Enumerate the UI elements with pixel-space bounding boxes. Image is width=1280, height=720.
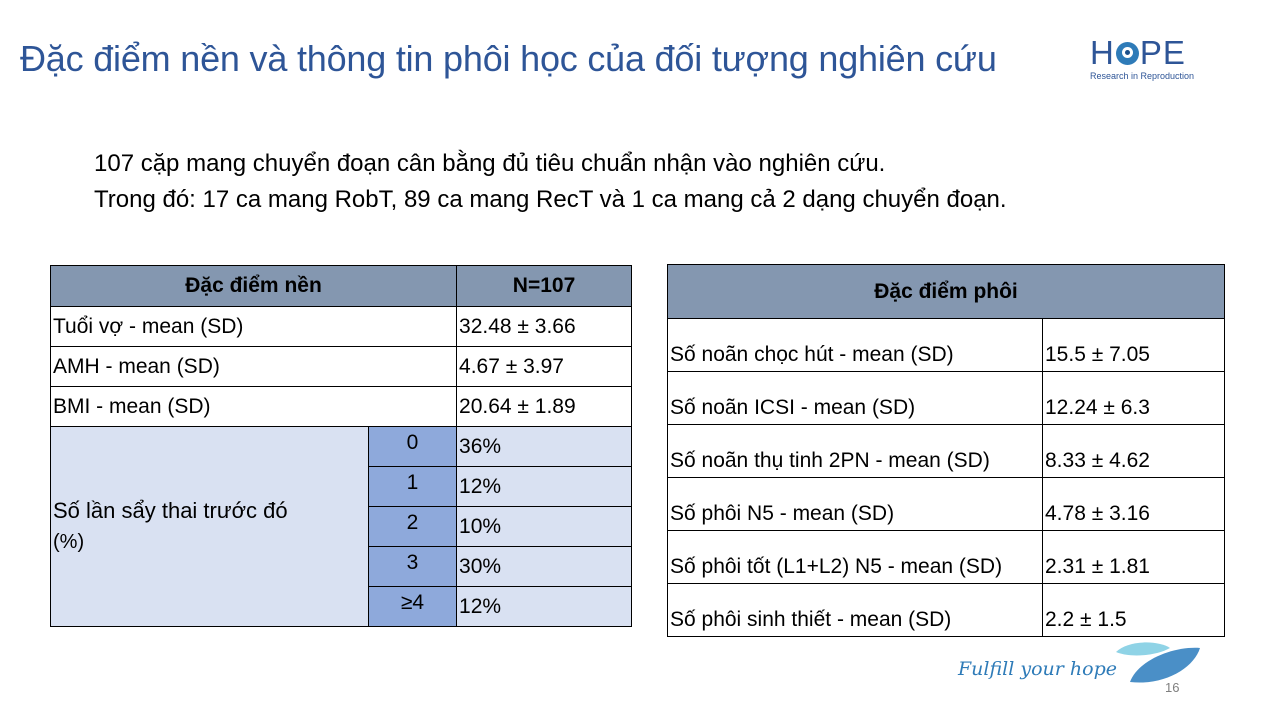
table-row — [668, 372, 1225, 425]
miscarriage-percent: 12% — [457, 587, 632, 627]
table-row — [668, 531, 1225, 584]
row-label-2pn-oocytes: Số noãn thụ tinh 2PN - mean (SD) — [668, 425, 1043, 478]
row-label-bmi: BMI - mean (SD) — [51, 387, 457, 427]
page-number: 16 — [1165, 680, 1180, 695]
row-label-wife-age: Tuổi vợ - mean (SD) — [51, 307, 457, 347]
miscarriage-unit: (%) — [53, 531, 85, 553]
slide-title: Đặc điểm nền và thông tin phôi học của đối tượng nghiên cứu — [20, 38, 997, 79]
logo-tagline: Research in Reproduction — [1090, 71, 1195, 81]
column-header-embryo: Đặc điểm phôi — [668, 265, 1225, 319]
column-header-n: N=107 — [457, 266, 632, 307]
miscarriage-category: 1 — [369, 467, 457, 507]
logo-letters-pe: PE — [1139, 34, 1186, 71]
row-label-icsi-oocytes: Số noãn ICSI - mean (SD) — [668, 372, 1043, 425]
row-value-oocytes-retrieved: 15.5 ± 7.05 — [1043, 319, 1225, 372]
embryo-characteristics-table — [667, 264, 1225, 637]
column-header-characteristic: Đặc điểm nền — [51, 266, 457, 307]
miscarriage-percent: 30% — [457, 547, 632, 587]
table-row — [51, 347, 632, 387]
row-label-oocytes-retrieved: Số noãn chọc hút - mean (SD) — [668, 319, 1043, 372]
table-row — [51, 387, 632, 427]
miscarriage-category: 2 — [369, 507, 457, 547]
miscarriage-percent: 12% — [457, 467, 632, 507]
hope-logo — [1088, 36, 1208, 86]
row-value-good-embryos: 2.31 ± 1.81 — [1043, 531, 1225, 584]
row-label-amh: AMH - mean (SD) — [51, 347, 457, 387]
footer-slogan: Fulfill your hope — [958, 658, 1117, 680]
logo-letter-h: H — [1090, 34, 1115, 71]
row-value-n5-embryos: 4.78 ± 3.16 — [1043, 478, 1225, 531]
eye-icon — [1116, 42, 1139, 65]
table-header-row — [51, 266, 632, 307]
table-row — [51, 427, 632, 467]
row-value-icsi-oocytes: 12.24 ± 6.3 — [1043, 372, 1225, 425]
baseline-characteristics-table — [50, 265, 632, 627]
table-row — [668, 425, 1225, 478]
row-value-2pn-oocytes: 8.33 ± 4.62 — [1043, 425, 1225, 478]
miscarriage-category: 3 — [369, 547, 457, 587]
row-value-biopsied-embryos: 2.2 ± 1.5 — [1043, 584, 1225, 637]
intro-line-1: 107 cặp mang chuyển đoạn cân bằng đủ tiêu chuẩn nhận vào nghiên cứu. — [94, 150, 886, 177]
logo-wordmark — [1090, 36, 1186, 70]
miscarriage-label: Số lần sẩy thai trước đó — [53, 498, 288, 523]
row-value-wife-age: 32.48 ± 3.66 — [457, 307, 632, 347]
miscarriage-label-cell — [51, 427, 369, 627]
table-row — [668, 319, 1225, 372]
intro-text — [94, 146, 1007, 218]
row-label-n5-embryos: Số phôi N5 - mean (SD) — [668, 478, 1043, 531]
miscarriage-category: ≥4 — [369, 587, 457, 627]
table-row — [668, 478, 1225, 531]
row-label-biopsied-embryos: Số phôi sinh thiết - mean (SD) — [668, 584, 1043, 637]
table-header-row — [668, 265, 1225, 319]
table-row — [668, 584, 1225, 637]
table-row — [51, 307, 632, 347]
miscarriage-category: 0 — [369, 427, 457, 467]
row-value-bmi: 20.64 ± 1.89 — [457, 387, 632, 427]
miscarriage-percent: 36% — [457, 427, 632, 467]
leaf-logo-icon — [1108, 638, 1204, 688]
miscarriage-percent: 10% — [457, 507, 632, 547]
row-value-amh: 4.67 ± 3.97 — [457, 347, 632, 387]
row-label-good-embryos: Số phôi tốt (L1+L2) N5 - mean (SD) — [668, 531, 1043, 584]
intro-line-2: Trong đó: 17 ca mang RobT, 89 ca mang RecT và 1 ca mang cả 2 dạng chuyển đoạn. — [94, 186, 1007, 213]
